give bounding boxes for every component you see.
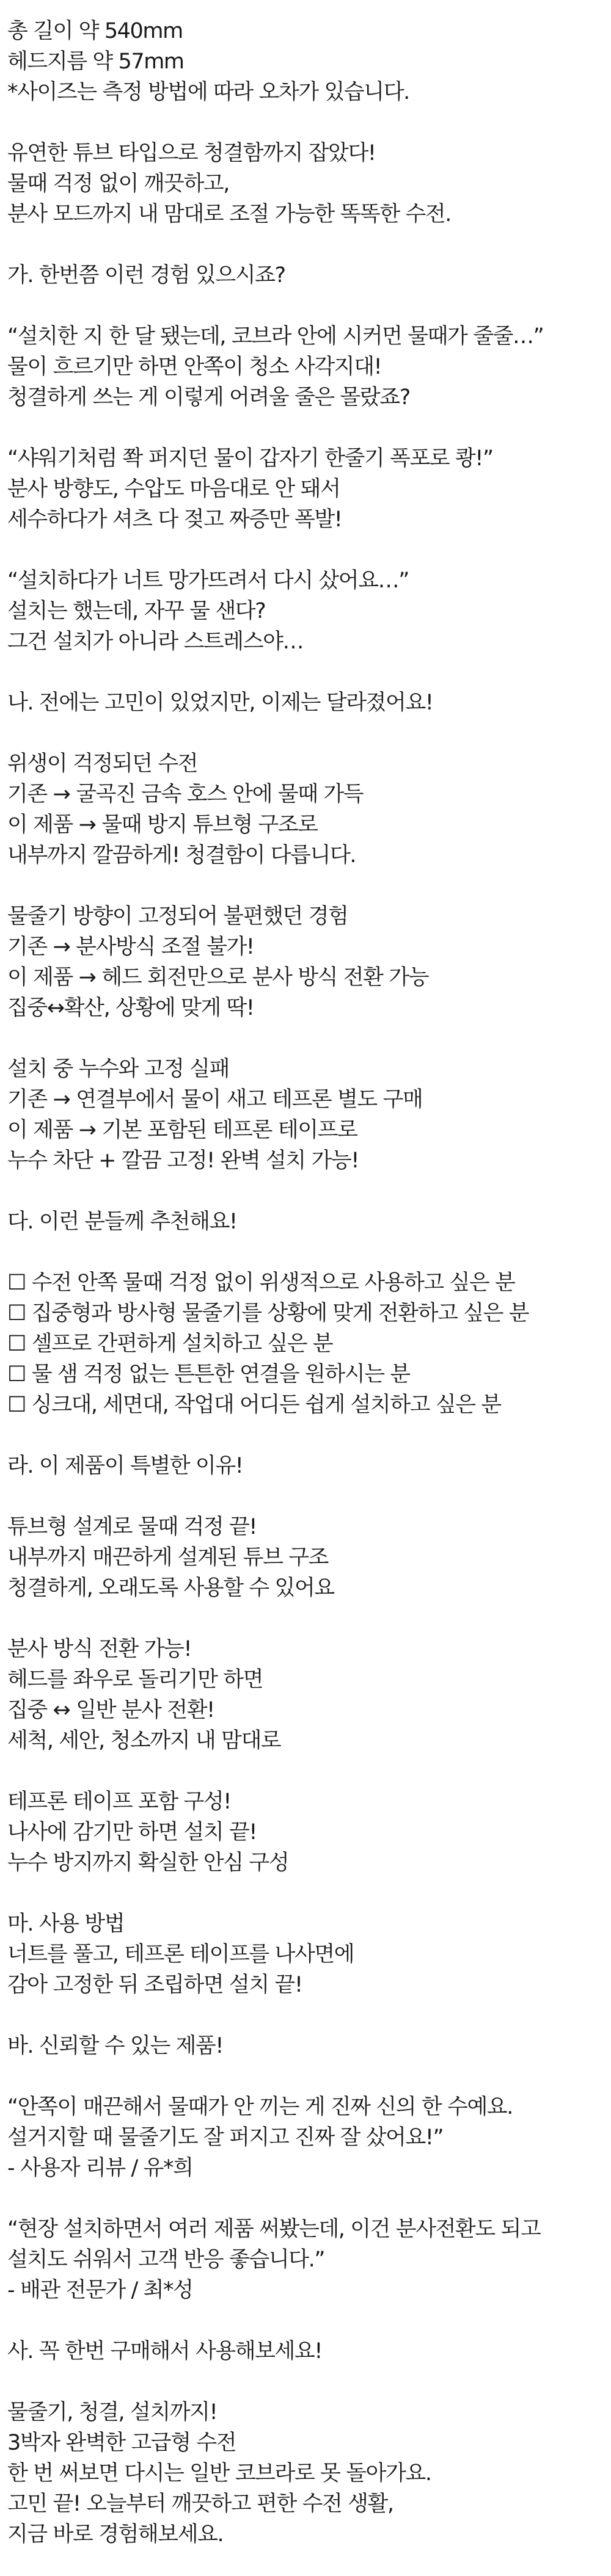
text-line: ☐ 싱크대, 세면대, 작업대 어디든 쉽게 설치하고 싶은 분 (7, 1393, 501, 1417)
text-paragraph (7, 1512, 604, 1603)
text-line: 누수 방지까지 확실한 안심 구성 (7, 1851, 289, 1875)
text-line: ☐ 수전 안쪽 물때 걱정 없이 위생적으로 사용하고 싶은 분 (7, 1271, 515, 1295)
text-line: 기존 → 연결부에서 물이 새고 테프론 별도 구매 (7, 1087, 423, 1112)
text-line: 집중 ↔ 일반 분사 전환! (7, 1698, 214, 1722)
paragraph-gap (7, 230, 604, 260)
text-line: *사이즈는 측정 방법에 따라 오차가 있습니다. (7, 80, 409, 104)
paragraph-gap (7, 107, 604, 138)
text-line: “샤워기처럼 쫙 퍼지던 물이 갑자기 한줄기 폭포로 쾅!” (7, 446, 493, 471)
paragraph-gap (7, 1023, 604, 1054)
text-line: 분사 방식 전환 가능! (7, 1637, 192, 1661)
text-line: “설치하다가 너트 망가뜨려서 다시 샀어요…” (7, 568, 409, 593)
text-line: 가. 한번쯤 이런 경험 있으시죠? (7, 263, 285, 288)
paragraph-gap (7, 2183, 604, 2214)
text-line: 분사 방향도, 수압도 마음대로 안 돼서 (7, 477, 340, 501)
text-line: 위생이 걱정되던 수전 (7, 752, 198, 776)
text-paragraph (7, 2336, 604, 2367)
text-paragraph (7, 138, 604, 230)
text-paragraph (7, 260, 604, 291)
paragraph-gap (7, 1176, 604, 1206)
paragraph-gap (7, 2061, 604, 2092)
paragraph-gap (7, 2306, 604, 2336)
text-line: 설거지할 때 물줄기도 잘 퍼지고 진짜 잘 샀어요!” (7, 2125, 444, 2150)
text-line: 그건 설치가 아니라 스트레스야… (7, 629, 304, 654)
text-paragraph (7, 1451, 604, 1481)
text-line: 내부까지 매끈하게 설계된 튜브 구조 (7, 1545, 329, 1570)
text-line: 마. 사용 방법 (7, 1912, 125, 1936)
text-line: 내부까지 깔끔하게! 청결함이 다릅니다. (7, 843, 356, 868)
text-line: 나. 전에는 고민이 있었지만, 이제는 달라졌어요! (7, 691, 433, 715)
paragraph-gap (7, 413, 604, 443)
text-line: 이 제품 → 기본 포함된 테프론 테이프로 (7, 1118, 357, 1142)
paragraph-gap (7, 2367, 604, 2397)
paragraph-gap (7, 1603, 604, 1634)
paragraph-gap (7, 657, 604, 688)
text-line: 물때 걱정 없이 깨끗하고, (7, 172, 230, 196)
text-paragraph (7, 2031, 604, 2061)
text-line: 사. 꼭 한번 구매해서 사용해보세요! (7, 2339, 322, 2364)
paragraph-gap (7, 1481, 604, 1512)
text-line: 집중↔확산, 상황에 맞게 딱! (7, 996, 254, 1020)
text-paragraph (7, 1206, 604, 1237)
text-paragraph (7, 1054, 604, 1176)
text-paragraph (7, 2092, 604, 2183)
text-line: - 사용자 리뷰 / 유*희 (7, 2156, 193, 2180)
text-line: 총 길이 약 540mm (7, 19, 183, 43)
text-line: “설치한 지 한 달 됐는데, 코브라 안에 시커먼 물때가 줄줄…” (7, 324, 544, 349)
text-line: 다. 이런 분들께 추천해요! (7, 1210, 237, 1234)
text-paragraph (7, 1634, 604, 1756)
text-line: ☐ 집중형과 방사형 물줄기를 상황에 맞게 전환하고 싶은 분 (7, 1301, 529, 1326)
text-line: 청결하게 쓰는 게 이렇게 어려울 줄은 몰랐죠? (7, 385, 410, 410)
paragraph-gap (7, 1420, 604, 1451)
text-paragraph (7, 2214, 604, 2306)
text-line: 기존 → 분사방식 조절 불가! (7, 935, 254, 959)
text-line: 분사 모드까지 내 맘대로 조절 가능한 똑똑한 수전. (7, 202, 452, 227)
text-line: 물줄기, 청결, 설치까지! (7, 2400, 218, 2425)
text-line: 물이 흐르기만 하면 안쪽이 청소 사각지대! (7, 355, 382, 379)
text-line: 테프론 테이프 포함 구성! (7, 1790, 231, 1814)
paragraph-gap (7, 871, 604, 901)
text-line: 이 제품 → 헤드 회전만으로 분사 방식 전환 가능 (7, 965, 429, 990)
text-line: 세척, 세안, 청소까지 내 맘대로 (7, 1729, 281, 1753)
text-line: 지금 바로 경험해보세요. (7, 2522, 224, 2547)
text-line: ☐ 물 샘 걱정 없는 튼튼한 연결을 원하시는 분 (7, 1362, 410, 1387)
text-line: 나사에 감기만 하면 설치 끝! (7, 1820, 257, 1845)
text-line: ☐ 셀프로 간편하게 설치하고 싶은 분 (7, 1332, 333, 1356)
text-paragraph (7, 565, 604, 657)
text-line: - 배관 전문가 / 최*성 (7, 2278, 193, 2302)
text-paragraph (7, 443, 604, 535)
text-line: 세수하다가 셔츠 다 젖고 짜증만 폭발! (7, 507, 342, 532)
text-line: 너트를 풀고, 테프론 테이프를 나사면에 (7, 1942, 354, 1967)
paragraph-gap (7, 1756, 604, 1787)
text-line: 설치 중 누수와 고정 실패 (7, 1057, 230, 1081)
text-line: 헤드를 좌우로 돌리기만 하면 (7, 1667, 263, 1692)
paragraph-gap (7, 2000, 604, 2031)
paragraph-gap (7, 1237, 604, 1268)
text-line: 한 번 써보면 다시는 일반 코브라로 못 돌아가요. (7, 2461, 431, 2486)
text-line: 설치는 했는데, 자꾸 물 샌다? (7, 599, 266, 623)
paragraph-gap (7, 718, 604, 749)
paragraph-gap (7, 291, 604, 321)
text-paragraph (7, 2397, 604, 2550)
text-paragraph (7, 321, 604, 413)
text-line: 고민 끝! 오늘부터 깨끗하고 편한 수전 생활, (7, 2492, 393, 2516)
product-description-document (7, 16, 604, 2550)
text-line: “안쪽이 매끈해서 물때가 안 끼는 게 진짜 신의 한 수예요. (7, 2095, 513, 2119)
text-line: 튜브형 설계로 물때 걱정 끝! (7, 1515, 257, 1539)
text-paragraph (7, 901, 604, 1023)
text-line: 청결하게, 오래도록 사용할 수 있어요 (7, 1576, 334, 1600)
text-paragraph (7, 1268, 604, 1420)
text-line: 감아 고정한 뒤 조립하면 설치 끝! (7, 1973, 302, 1997)
text-paragraph (7, 688, 604, 718)
text-paragraph (7, 1787, 604, 1878)
text-line: 설치도 쉬워서 고객 반응 좋습니다.” (7, 2248, 325, 2272)
text-line: “현장 설치하면서 여러 제품 써봤는데, 이건 분사전환도 되고 (7, 2217, 541, 2241)
text-line: 유연한 튜브 타입으로 청결함까지 잡았다! (7, 141, 376, 165)
text-line: 3박자 완벽한 고급형 수전 (7, 2431, 236, 2455)
text-paragraph (7, 16, 604, 107)
paragraph-gap (7, 535, 604, 565)
text-paragraph (7, 1909, 604, 2000)
text-line: 헤드지름 약 57mm (7, 49, 184, 74)
paragraph-gap (7, 1878, 604, 1909)
text-line: 누수 차단 + 깔끔 고정! 완벽 설치 가능! (7, 1148, 359, 1173)
text-line: 기존 → 굴곡진 금속 호스 안에 물때 가득 (7, 782, 364, 807)
text-line: 바. 신뢰할 수 있는 제품! (7, 2034, 223, 2058)
text-line: 물줄기 방향이 고정되어 불편했던 경험 (7, 904, 348, 929)
text-line: 이 제품 → 물때 방지 튜브형 구조로 (7, 813, 318, 837)
text-paragraph (7, 749, 604, 871)
text-line: 라. 이 제품이 특별한 이유! (7, 1454, 243, 1478)
